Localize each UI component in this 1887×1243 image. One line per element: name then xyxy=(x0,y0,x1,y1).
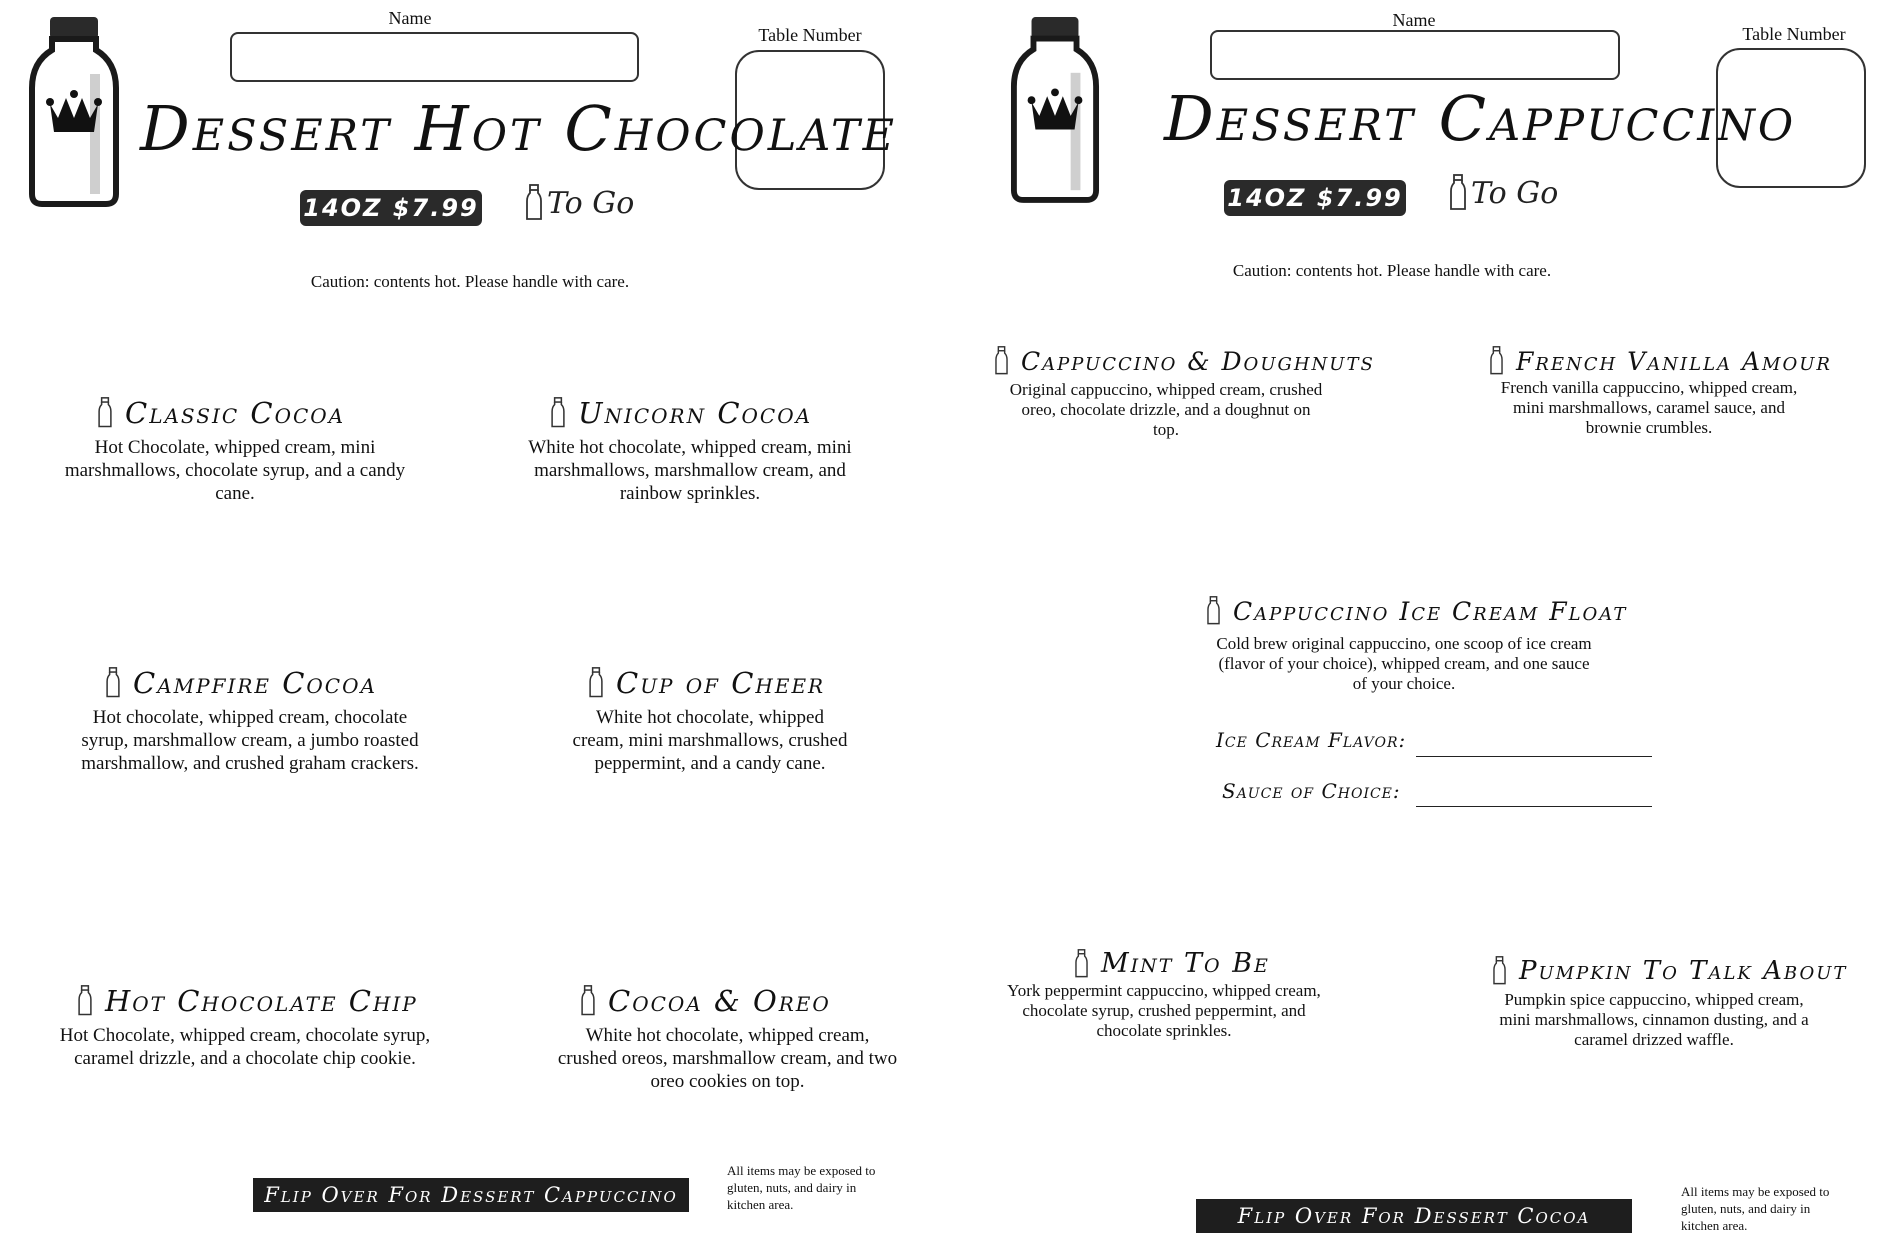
name-input[interactable] xyxy=(1210,30,1620,80)
ice-cream-flavor-input[interactable] xyxy=(1416,756,1652,757)
menu-title: Dessert Hot Chocolate xyxy=(140,92,898,165)
menu-item-description: Cold brew original cappuccino, one scoop of ice cream (flavor of your choice), whipped cream, and one sauce of your choice. xyxy=(1216,634,1592,693)
menu-item-description: French vanilla cappuccino, whipped cream, mini marshmallows, caramel sauce, and brownie crumbles. xyxy=(1500,378,1798,437)
menu-item xyxy=(994,346,1375,440)
menu-item-description: White hot chocolate, whipped cream, mini marshmallows, crushed peppermint, and a candy cane. xyxy=(572,707,848,774)
menu-item-description: York peppermint cappuccino, whipped cream, chocolate syrup, crushed peppermint, and chocolate sprinkles. xyxy=(1007,981,1321,1040)
menu-item-title: French Vanilla Amour xyxy=(1484,346,1814,376)
table-number-label: Table Number xyxy=(1742,24,1846,44)
menu-item-title: Hot Chocolate Chip xyxy=(55,984,435,1018)
bottle-icon xyxy=(588,667,604,699)
bottle-icon xyxy=(580,985,596,1017)
menu-item xyxy=(515,396,865,505)
bottle-icon xyxy=(1206,596,1221,626)
bottle-icon xyxy=(105,667,121,699)
menu-title: Dessert Cappuccino xyxy=(1164,82,1797,155)
menu-item-description: Hot Chocolate, whipped cream, mini marshmallows, chocolate syrup, and a candy cane. xyxy=(64,437,406,504)
price-badge: 14OZ $7.99 xyxy=(1224,180,1406,216)
bottle-icon xyxy=(1489,346,1504,376)
menu-item-title: Mint To Be xyxy=(1004,948,1324,979)
flip-over-banner: Flip Over For Dessert Cappuccino xyxy=(253,1178,689,1212)
name-input[interactable] xyxy=(230,32,639,82)
menu-item xyxy=(60,396,410,505)
menu-item-title: Cappuccino & Doughnuts xyxy=(994,346,1324,376)
bottle-icon xyxy=(994,346,1009,376)
menu-item xyxy=(1489,956,1848,1050)
menu-item xyxy=(1004,948,1324,1041)
bottle-icon xyxy=(77,985,93,1017)
to-go-label: To Go xyxy=(547,185,635,221)
menu-item-description: Hot Chocolate, whipped cream, chocolate syrup, caramel drizzle, and a chocolate chip cookie. xyxy=(59,1025,431,1069)
menu-item-title: Cappuccino Ice Cream Float xyxy=(1194,596,1614,626)
menu-item xyxy=(80,666,420,775)
name-label: Name xyxy=(1392,10,1436,30)
menu-item-description: White hot chocolate, whipped cream, mini marshmallows, marshmallow cream, and rainbow sprinkles. xyxy=(528,437,852,504)
menu-item-description: Original cappuccino, whipped cream, crushed oreo, chocolate drizzle, and a doughnut on top. xyxy=(1009,380,1323,439)
sauce-of-choice-input[interactable] xyxy=(1416,806,1652,807)
menu-item xyxy=(55,984,435,1070)
bottle-icon xyxy=(1492,956,1507,986)
bottle-crown-logo-icon xyxy=(1010,12,1100,206)
to-go-option[interactable] xyxy=(1449,174,1558,212)
table-number-label: Table Number xyxy=(758,25,862,45)
name-label: Name xyxy=(388,8,432,28)
cappuccino-menu xyxy=(944,0,1887,1243)
menu-item xyxy=(1194,596,1628,694)
menu-item xyxy=(1484,346,1832,438)
bottle-icon xyxy=(97,397,113,429)
to-go-label: To Go xyxy=(1471,175,1559,211)
allergen-note: All items may be exposed to gluten, nuts, and dairy in kitchen area. xyxy=(727,1163,876,1212)
to-go-bottle-icon xyxy=(525,184,543,222)
menu-item-title: Cocoa & Oreo xyxy=(555,984,900,1018)
menu-item-description: Hot chocolate, whipped cream, chocolate syrup, marshmallow cream, a jumbo roasted marshmallow, and crushed graham crackers. xyxy=(81,707,419,774)
menu-item xyxy=(570,666,850,775)
flip-over-banner: Flip Over For Dessert Cocoa xyxy=(1196,1199,1632,1233)
bottle-icon xyxy=(550,397,566,429)
price-badge: 14OZ $7.99 xyxy=(300,190,482,226)
caution-note: Caution: contents hot. Please handle with care. xyxy=(310,272,630,291)
menu-item-title: Campfire Cocoa xyxy=(80,666,420,700)
allergen-note: All items may be exposed to gluten, nuts, and dairy in kitchen area. xyxy=(1681,1184,1830,1233)
menu-item-title: Classic Cocoa xyxy=(60,396,410,430)
hot-chocolate-menu xyxy=(0,0,943,1243)
menu-item-title: Pumpkin To Talk About xyxy=(1489,956,1819,986)
menu-item-title: Cup of Cheer xyxy=(570,666,850,700)
bottle-icon xyxy=(1074,949,1089,979)
menu-item-title: Unicorn Cocoa xyxy=(515,396,865,430)
bottle-crown-logo-icon xyxy=(28,14,120,208)
sauce-of-choice-label: Sauce of Choice: xyxy=(1222,779,1401,803)
menu-item xyxy=(555,984,900,1093)
to-go-bottle-icon xyxy=(1449,174,1467,212)
menu-item-description: Pumpkin spice cappuccino, whipped cream, mini marshmallows, cinnamon dusting, and a caramel drizzed waffle. xyxy=(1499,990,1809,1049)
to-go-option[interactable] xyxy=(525,184,634,222)
menu-item-description: White hot chocolate, whipped cream, crushed oreos, marshmallow cream, and two oreo cookies on top. xyxy=(557,1025,898,1092)
ice-cream-flavor-label: Ice Cream Flavor: xyxy=(1216,728,1407,752)
caution-note: Caution: contents hot. Please handle with care. xyxy=(1232,261,1552,280)
